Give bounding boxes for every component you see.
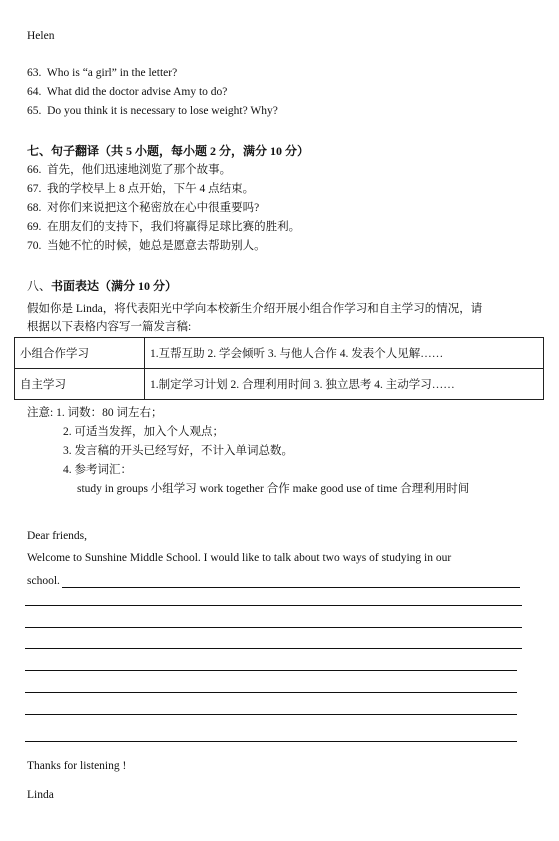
notes-line-2: 2. 可适当发挥，加入个人观点； [63,426,224,438]
table-cell-label: 自主学习 [15,369,145,400]
table-row [15,338,544,369]
section8-title-prefix: 八、 [27,279,52,293]
question-65 [27,105,278,117]
writing-line[interactable] [62,587,520,588]
writing-line[interactable] [25,670,517,671]
item-text: 对你们来说把这个秘密放在心中很重要吗? [47,202,260,214]
translation-item-67 [27,180,254,196]
writing-prompt-line2: 根据以下表格内容写一篇发言稿: [27,321,192,333]
item-text: 在朋友们的支持下，我们将赢得足球比赛的胜利。 [47,221,301,233]
item-number: 66. [27,164,42,176]
section8-title-main: 书面表达（满分 10 分） [51,279,178,293]
signoff-helen: Helen [27,30,55,42]
item-text: 当她不忙的时候，她总是愿意去帮助别人。 [47,240,266,252]
vocab-line: study in groups 小组学习 work together 合作 make good use of time 合理利用时间 [77,483,470,495]
letter-opening-line2: school. [27,575,60,587]
item-number: 67. [27,183,42,195]
question-64 [27,86,227,98]
writing-line[interactable] [25,692,517,693]
note-text: 1. 词数：80 词左右； [56,407,163,419]
writing-prompt-line1: 假如你是 Linda，将代表阳光中学向本校新生介绍开展小组合作学习和自主学习的情况，请 [27,303,483,315]
table-row [15,369,544,400]
item-number: 68. [27,202,42,214]
table-cell-content: 1.制定学习计划 2. 合理利用时间 3. 独立思考 4. 主动学习…… [145,369,544,400]
question-63 [27,67,177,79]
question-text: What did the doctor advise Amy to do? [46,86,228,98]
notes-line-4: 4. 参考词汇： [63,464,132,476]
letter-closing: Thanks for listening ! [27,760,127,772]
writing-line[interactable] [25,605,522,606]
question-number: 64. [27,86,42,98]
letter-opening-line1: Welcome to Sunshine Middle School. I would like to talk about two ways of studying in our [27,552,452,564]
letter-greeting: Dear friends, [27,530,88,542]
question-text: Do you think it is necessary to lose weight? Why? [47,105,278,117]
writing-line[interactable] [25,648,522,649]
question-number: 65. [27,105,42,117]
item-number: 69. [27,221,42,233]
item-number: 70. [27,240,42,252]
translation-item-68 [27,199,259,215]
writing-line[interactable] [25,741,517,742]
question-text: Who is “a girl” in the letter? [46,67,178,79]
question-number: 63. [27,67,42,79]
item-text: 首先，他们迅速地浏览了那个故事。 [47,164,232,176]
table-cell-content: 1.互帮互助 2. 学会倾听 3. 与他人合作 4. 发表个人见解…… [145,338,544,369]
section8-title [27,277,177,294]
letter-signature: Linda [27,789,54,801]
translation-item-70 [27,237,266,253]
writing-content-table [14,337,544,400]
writing-line[interactable] [25,714,517,715]
table-cell-label: 小组合作学习 [15,338,145,369]
notes-line-1 [27,404,162,420]
notes-line-3: 3. 发言稿的开头已经写好，不计入单词总数。 [63,445,293,457]
section7-title: 七、句子翻译（共 5 小题，每小题 2 分，满分 10 分） [27,144,310,158]
item-text: 我的学校早上 8 点开始，下午 4 点结束。 [47,183,255,195]
notes-label: 注意: [27,407,54,419]
translation-item-66 [27,161,231,177]
writing-line[interactable] [25,627,522,628]
translation-item-69 [27,218,300,234]
